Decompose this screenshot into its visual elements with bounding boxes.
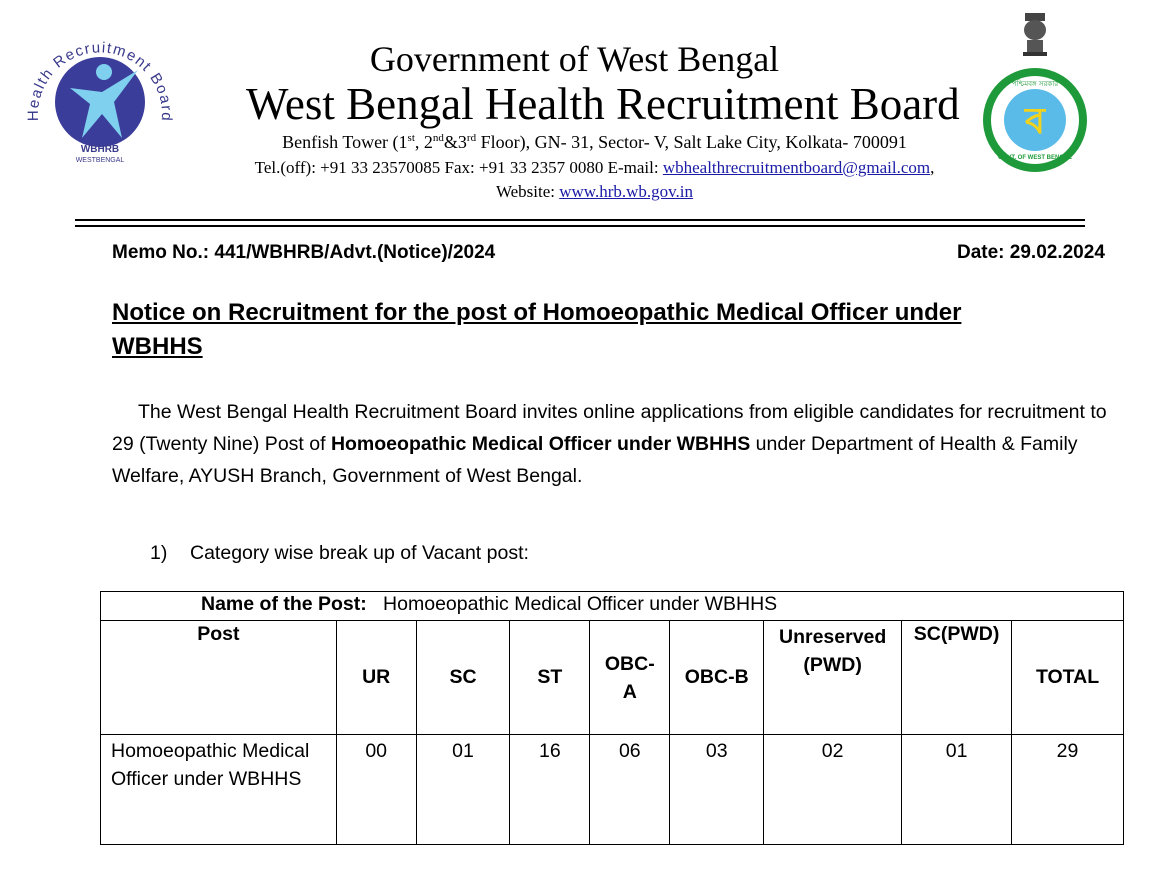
contact-line: Tel.(off): +91 33 23570085 Fax: +91 33 2357 0080 E-mail: wbhealthrecruitmentboard@gmail.com,	[254, 158, 935, 177]
header-obc-a: OBC-A	[590, 621, 670, 735]
header-ur: UR	[336, 621, 416, 735]
logo-bottom-text: GOVT. OF WEST BENGAL	[997, 155, 1073, 161]
row-total: 29	[1012, 735, 1124, 845]
address-line: Benfish Tower (1st, 2nd&3rd Floor), GN- 31, Sector- V, Salt Lake City, Kolkata- 700091	[282, 132, 907, 152]
tel-fax-text: Tel.(off): +91 33 23570085 Fax: +91 33 2357 0080 E-mail:	[254, 158, 663, 177]
row-st: 16	[510, 735, 590, 845]
logo-top-text: পশ্চিমবঙ্গ সরকার	[1011, 80, 1059, 88]
biswa-bangla-logo	[983, 68, 1087, 172]
website-link[interactable]: www.hrb.wb.gov.in	[559, 182, 694, 201]
email-link[interactable]: wbhealthrecruitmentboard@gmail.com	[662, 158, 931, 177]
post-name-value: Homoeopathic Medical Officer under WBHHS	[383, 593, 778, 615]
table-post-name-row	[101, 592, 1124, 621]
header-ur-pwd: Unreserved (PWD)	[764, 621, 902, 735]
post-name-label: Name of the Post:	[201, 593, 367, 615]
row-ur: 00	[336, 735, 416, 845]
header-post: Post	[101, 621, 337, 735]
notice-title: Notice on Recruitment for the post of Homoeopathic Medical Officer under WBHHS	[112, 299, 962, 360]
list-item-number: 1)	[150, 542, 168, 564]
notice-body: The West Bengal Health Recruitment Board invites online applications from eligible candidates for recruitment to 29 (Twenty Nine) Post of Homoeopathic Medical Officer under WBHHS under Department of Health & Family Welfare, AYUSH Branch, Government of West Bengal.	[112, 401, 1107, 487]
vacancy-table	[100, 591, 1124, 845]
row-sc-pwd: 01	[902, 735, 1012, 845]
website-line: Website: www.hrb.wb.gov.in	[495, 182, 694, 201]
row-ur-pwd: 02	[764, 735, 902, 845]
logo-sub: WESTBENGAL	[75, 157, 125, 164]
list-item	[150, 542, 529, 565]
header-sc: SC	[416, 621, 510, 735]
header-divider-bottom	[75, 225, 1085, 227]
memo-number: Memo No.: 441/WBHRB/Advt.(Notice)/2024	[112, 242, 496, 263]
logo-arc-text: Health Recruitment Board	[24, 39, 176, 123]
logo-abbr: WBHRB	[80, 144, 120, 155]
memo-date: Date: 29.02.2024	[957, 242, 1105, 263]
row-sc: 01	[416, 735, 510, 845]
row-obc-b: 03	[670, 735, 764, 845]
table-row	[101, 735, 1124, 845]
row-obc-a: 06	[590, 735, 670, 845]
board-title: West Bengal Health Recruitment Board	[246, 79, 960, 129]
header-divider-top	[75, 219, 1085, 221]
logo-letter: ব	[1024, 101, 1046, 142]
government-title: Government of West Bengal	[369, 39, 780, 79]
header-obc-b: OBC-B	[670, 621, 764, 735]
header-total: TOTAL	[1012, 621, 1124, 735]
list-item-text: Category wise break up of Vacant post:	[190, 542, 529, 564]
header-st: ST	[510, 621, 590, 735]
header-sc-pwd: SC(PWD)	[902, 621, 1012, 735]
row-post: Homoeopathic Medical Officer under WBHHS	[101, 735, 337, 845]
